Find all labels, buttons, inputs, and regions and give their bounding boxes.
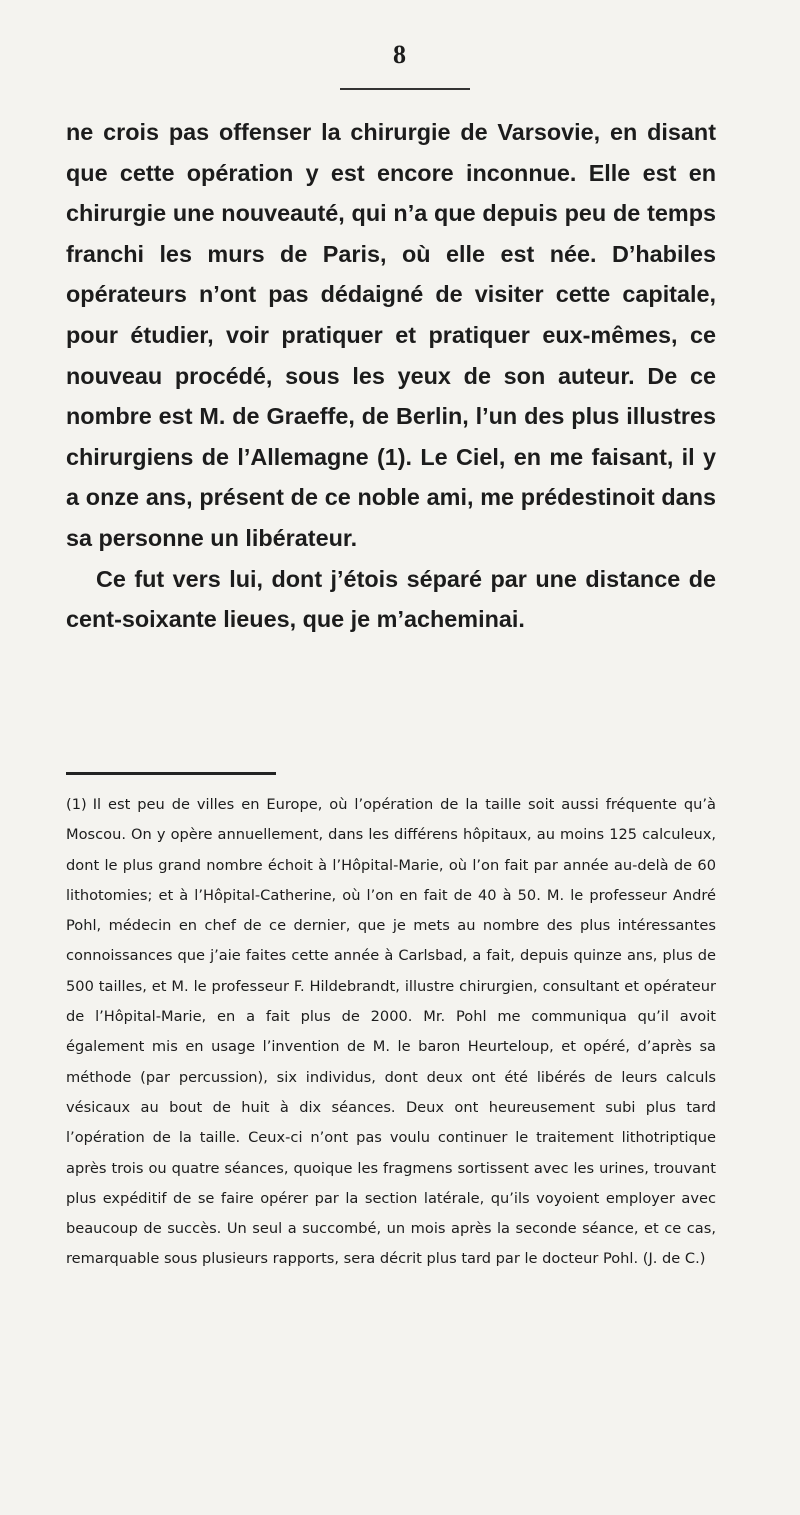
paragraph-1 <box>66 112 716 559</box>
main-text <box>66 112 716 640</box>
page-number: 8 <box>393 40 407 69</box>
header-rule <box>340 88 470 90</box>
footnote-marker: (1) <box>66 796 87 813</box>
footnote-reference: (1) <box>376 443 406 470</box>
paragraph-1-continuation: . Le Ciel, en me faisant, il y a onze ans, présent de ce noble ami, me prédestinoit dans sa personne un libérateur. <box>66 443 717 551</box>
paragraph-1-text: ne crois pas offenser la chirurgie de Varsovie, en disant que cette opération y est encore inconnue. Elle est en chirurgie une nouveauté, qui n’a que depuis peu de temps franchi les murs de Paris, où elle est née. D’habiles opérateurs n’ont pas dédaigné de visiter cette capitale, pour étudier, voir pratiquer et pratiquer eux-mêmes, ce nouveau procédé, sous les yeux de son auteur. De ce nombre est M. de Graeffe, de Berlin, l’un des plus illustres chirurgiens de l’Allemagne <box>66 119 716 470</box>
footnote <box>66 790 716 1275</box>
footnote-text: Il est peu de villes en Europe, où l’opération de la taille soit aussi fréquente qu’à Moscou. On y opère annuellement, dans les différens hôpitaux, au moins 125 calculeux, dont le plus grand nombre échoit à l’Hôpital-Marie, où l’on fait par année au-delà de 60 lithotomies; et à l’Hôpital-Catherine, où l’on en fait de 40 à 50. M. le professeur André Pohl, médecin en chef de ce dernier, que je mets au nombre des plus intéressantes connoissances que j’aie faites cette année à Carlsbad, a fait, depuis quinze ans, plus de 500 tailles, et M. le professeur F. Hildebrandt, illustre chirurgien, consultant et opérateur de l’Hôpital-Marie, en a fait plus de 2000. Mr. Pohl me communiqua qu’il avoit également mis en usage l’invention de M. le baron Heurteloup, et opéré, d’après sa méthode (par percussion), six individus, dont deux ont été libérés de leurs calculs vésicaux au bout de huit à dix séances. Deux ont heureusement subi plus tard l’opération de la taille. Ceux-ci n’ont pas voulu continuer le traitement lithotriptique après trois ou quatre séances, quoique les fragmens sortissent avec les urines, trouvant plus expéditif de se faire opérer par la section latérale, qu’ils voyoient employer avec beaucoup de succès. Un seul a succombé, un mois après la seconde séance, et ce cas, remarquable sous plusieurs rapports, sera décrit plus tard par le docteur Pohl. (J. de C.) <box>66 796 716 1268</box>
paragraph-2: Ce fut vers lui, dont j’étois séparé par une distance de cent-soixante lieues, que je m’acheminai. <box>66 565 716 633</box>
footnote-divider <box>66 772 276 775</box>
